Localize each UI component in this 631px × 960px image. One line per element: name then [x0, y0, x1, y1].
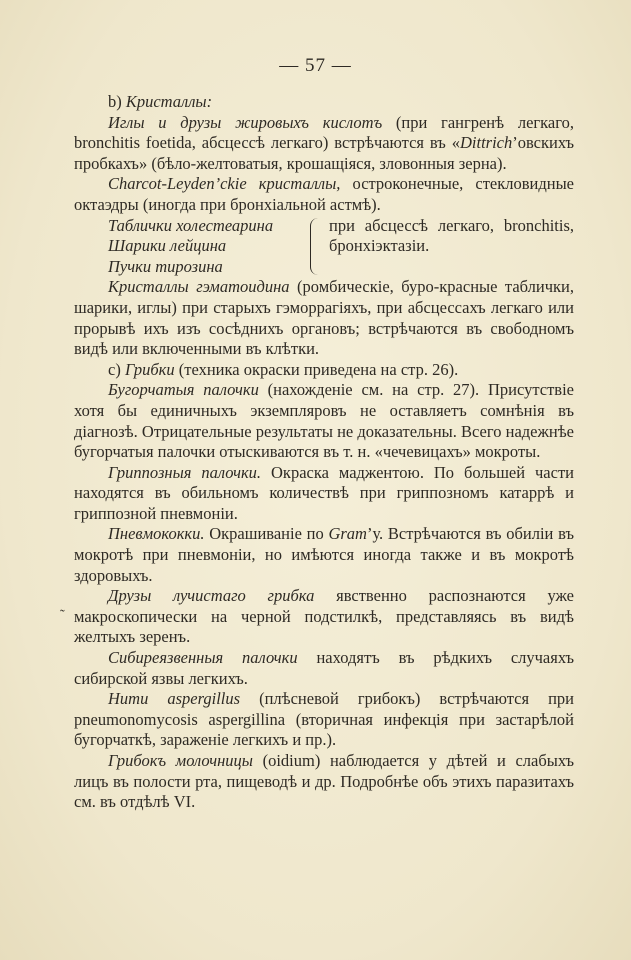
- paragraph-anthrax: Сибиреязвенныя палочки находятъ въ рѣдкихъ случаяхъ сибирской язвы легкихъ.: [74, 648, 574, 688]
- paragraph-fungi: c) Грибки (техника окраски приведена на стр. 26).: [108, 359, 459, 379]
- paragraph-aspergillus: Нити aspergillus (плѣсневой грибокъ) встрѣчаются при pneumonomycosis aspergillina (вторичная инфекцiя при застарѣлой бугорчаткѣ, зараженiе легкихъ и пр.).: [74, 689, 574, 750]
- paragraph-pneumococci: Пневмококки. Окрашиванiе по Gram’у. Встрѣчаются въ обилiи въ мокротѣ при пневмонiи, но имѣются иногда также и въ мокротѣ здоровыхъ.: [74, 524, 574, 585]
- brace-bracket: [310, 218, 323, 276]
- page-number: — 57 —: [279, 55, 352, 76]
- term-pneumococci: Пневмококки.: [108, 524, 205, 544]
- paragraph-charcot-leyden: Charcot-Leyden’ckie кристаллы, остроконечные, стекловидные октаэдры (иногда при бронхiальной астмѣ).: [74, 174, 575, 214]
- term-charcot-leyden: Charcot-Leyden’ckie кристаллы,: [108, 174, 341, 194]
- term-actinomyces-druses: Друзы лучистаго грибка: [108, 586, 315, 606]
- term-influenza-bacilli: Гриппозныя палочки.: [108, 462, 262, 482]
- paragraph-thrush: Грибокъ молочницы (oidium) наблюдается у дѣтей и слабыхъ лицъ въ полости рта, пищеводѣ и др. Подробнѣе объ этихъ паразитахъ см. въ отдѣлѣ VI.: [74, 751, 574, 812]
- term-cholesterol-plates: Таблички холестеарина: [108, 215, 274, 235]
- paragraph-tubercle-bacilli: Бугорчатыя палочки (нахожденiе см. на стр. 27). Присутствiе хотя бы единичныхъ экземпляровъ не оставляетъ сомнѣнiя въ дiагнозѣ. Отрицательные результаты не доказательны. Всего надежнѣе бугорчатыя палочки отыскиваются въ т. н. «чечевицахъ» мокроты.: [74, 380, 574, 462]
- term-tubercle-bacilli: Бугорчатыя палочки: [108, 380, 259, 400]
- section-label-c: c): [108, 359, 125, 379]
- brace-group: [74, 216, 574, 278]
- term-tyrosine-bundles: Пучки тирозина: [108, 256, 223, 276]
- paragraph-fatty-acid-needles: Иглы и друзы жировыхъ кислотъ (при гангренѣ легкаго, bronchitis foetida, абсцессѣ легкаго) встрѣчаются въ «Dittrich’овскихъ пробкахъ» (бѣло-желтоватыя, крошащiяся, зловонныя зерна).: [74, 112, 574, 173]
- name-gram: Gram: [328, 524, 367, 544]
- brace-right-text: при абсцессѣ легкаго, bronchitis, бронхiэктазiи.: [329, 215, 574, 256]
- term-thrush-fungus: Грибокъ молочницы: [108, 751, 253, 770]
- paragraph-influenza-bacilli: Гриппозныя палочки. Окраска маджентою. По большей части находятся въ обильномъ количествѣ при гриппозномъ катаррѣ и гриппозной пневмонiи.: [74, 462, 574, 523]
- section-label-b: b): [108, 92, 126, 111]
- brace-left-list: [74, 216, 306, 278]
- term-hematoidin: Кристаллы гэматоидина: [108, 277, 290, 297]
- term-fatty-acid-needles: Иглы и друзы жировыхъ кислотъ: [108, 112, 383, 132]
- term-aspergillus: Нити aspergillus: [108, 689, 241, 709]
- paragraph-hematoidin: Кристаллы гэматоидина (ромбическiе, буро-красные таблички, шарики, иглы) при старыхъ гэморрагiяхъ, при абсцессахъ легкаго или прорывѣ ихъ изъ сосѣднихъ органовъ; встрѣчаются въ свободномъ видѣ или включенными въ клѣтки.: [74, 277, 574, 359]
- section-title-crystals: Кристаллы:: [125, 92, 213, 111]
- name-dittrich: Dittrich: [459, 133, 513, 153]
- page-body: [74, 92, 574, 813]
- term-leucine-spheres: Шарики лейцина: [108, 236, 227, 256]
- paragraph-crystals-heading: [74, 92, 574, 113]
- margin-mark: ˷: [60, 598, 65, 613]
- term-anthrax-bacilli: Сибиреязвенныя палочки: [108, 648, 298, 668]
- paragraph-actinomyces: Друзы лучистаго грибка явственно распознаются уже макроскопически на черной подстилкѣ, представляясь въ видѣ желтыхъ зеренъ.: [74, 586, 574, 647]
- section-title-fungi: Грибки: [124, 359, 175, 379]
